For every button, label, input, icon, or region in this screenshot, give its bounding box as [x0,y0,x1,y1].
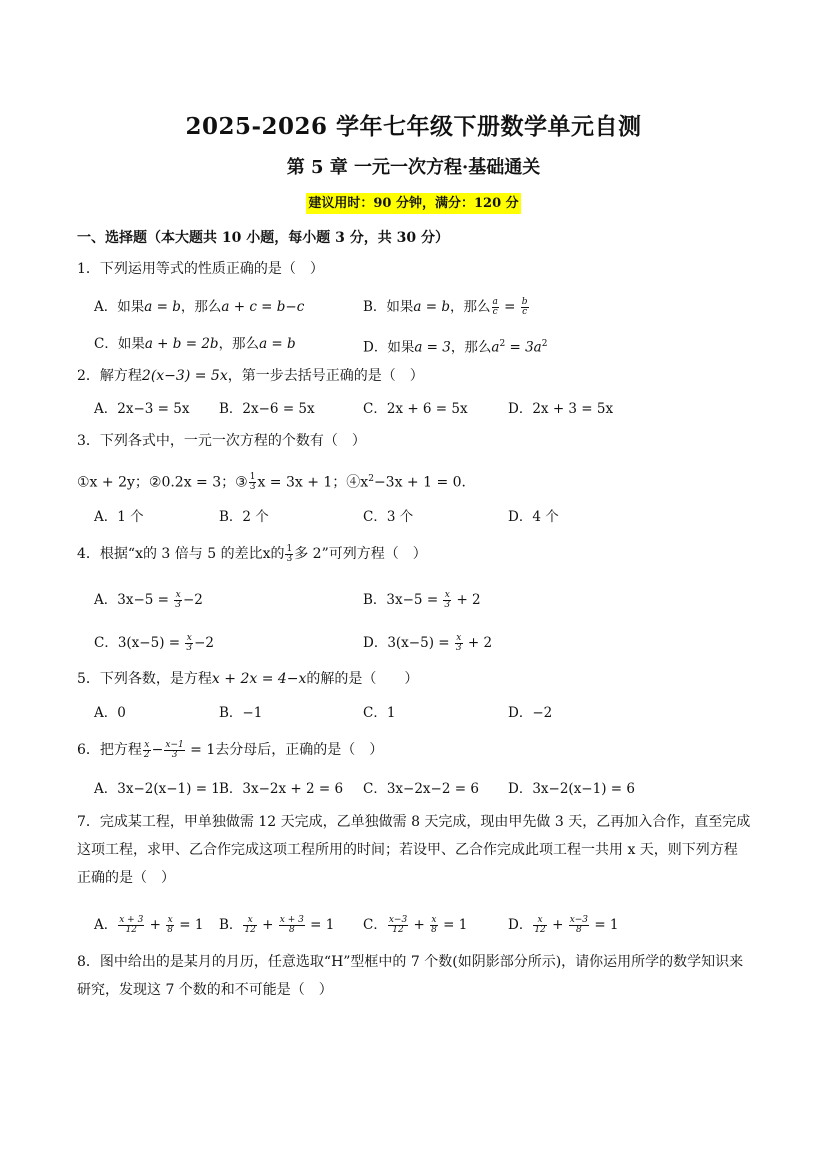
question-1-option-b [363,297,530,317]
question-6-option-d: D．3x−2(x−1) = 6 [508,781,635,797]
numerator: 1 [249,472,256,483]
question-3-option-a: A．1 个 [94,509,144,525]
denominator: c [522,307,528,317]
fraction [388,916,408,935]
fraction [166,916,174,935]
numerator: x [456,633,462,643]
fraction [118,916,144,935]
denominator: 3 [186,643,193,653]
stem-math: 2(x−3) = 5x [141,368,228,384]
stem-text: 2．解方程 [77,368,142,384]
opt-text: + [145,917,166,933]
fraction [164,741,184,760]
question-1-option-a [94,297,304,317]
fraction [174,591,182,610]
denominator: 3 [175,600,181,610]
denominator: 8 [431,925,437,935]
denominator: 12 [125,925,138,935]
items-text: x = 3x + 1；④x [257,474,369,491]
opt-text: A．如果 [94,299,145,315]
question-3-items [77,469,476,493]
opt-text: + 2 [463,635,493,651]
numerator: x + 3 [279,915,304,925]
question-5-option-c: C．1 [363,705,396,721]
numerator: x [243,916,256,926]
stem-text: 4．根据“x的 3 倍与 5 的差比x的 [77,546,285,562]
opt-math: a [144,299,153,315]
opt-text: B．3x−5 = [363,592,443,608]
opt-math: = 3a [505,339,542,356]
fraction [492,298,499,317]
fraction [143,741,151,760]
numerator: b [521,297,528,307]
numerator: a [492,297,498,307]
numerator: x [175,590,181,600]
opt-math: b [172,299,181,315]
question-3-option-d: D．4 个 [508,509,559,525]
stem-text: = 1去分母后，正确的是（ ） [185,742,384,758]
question-8-stem: 8．图中给出的是某月的月历，任意选取“H”型框中的 7 个数(如阴影部分所示)，请你运用所学的数学知识来研究，发现这 7 个数的和不可能是（ ） [77,954,744,998]
superscript: 2 [499,339,506,349]
fraction [443,591,451,610]
numerator: x−3 [569,915,589,925]
stem-text: 多 2”可列方程（ ） [294,546,427,562]
opt-text: + [409,917,430,933]
denominator: 3 [286,553,293,564]
opt-text: B．如果 [363,299,414,315]
time-hint-wrap [0,192,827,214]
question-4-option-d [363,633,492,653]
denominator: 12 [534,925,546,935]
items-text: −3x + 1 = 0． [373,474,476,491]
opt-text: C． [363,917,387,933]
items-text: ①x + 2y；②0.2x = 3；③ [77,474,248,491]
stem-math: x + 2x = 4−x [211,671,307,687]
question-4-stem [77,544,427,564]
denominator: c [492,307,498,317]
opt-text: + [547,917,568,933]
fraction [249,473,257,492]
denominator: 2 [143,749,150,760]
denominator: 8 [288,925,295,935]
stem-text: 的解的是（ ） [306,671,419,687]
opt-text: = 1 [590,917,619,933]
superscript: 2 [368,474,374,484]
question-2-option-d: D．2x + 3 = 5x [508,401,614,417]
opt-text: ，那么 [450,299,491,315]
question-7-option-d [508,915,619,935]
opt-math: a = b [413,299,451,315]
opt-text: B． [219,917,243,933]
opt-text: D．如果 [363,339,415,356]
denominator: 12 [392,925,404,935]
fraction [569,916,589,935]
denominator: 8 [575,925,582,935]
question-5-stem [77,669,418,689]
opt-text: = [152,299,173,315]
question-1-option-d [363,334,547,358]
opt-text: C．如果 [94,336,145,352]
opt-math: a + b = 2b [144,336,219,352]
numerator: x−3 [388,915,408,925]
fraction [455,634,463,653]
opt-text: ，那么 [218,336,260,352]
denominator: 3 [249,482,256,493]
question-2-option-c: C．2x + 6 = 5x [363,401,468,417]
page-subtitle: 第 5 章 一元一次方程·基础通关 [286,157,541,178]
question-2-option-b: B．2x−6 = 5x [219,401,315,417]
opt-text: ，那么 [180,299,222,315]
question-3-option-b: B．2 个 [219,509,269,525]
question-6-option-c: C．3x−2x−2 = 6 [363,781,479,797]
numerator: 1 [286,543,293,554]
opt-text: = 1 [174,917,204,933]
question-4-option-a [94,590,203,610]
opt-text: D． [508,917,533,933]
question-5-option-d: D．−2 [508,705,553,721]
opt-math: a = b [259,336,296,352]
page-title: 2025-2026 学年七年级下册数学单元自测 [185,113,642,140]
question-5-option-a: A．0 [94,705,126,721]
fraction [285,545,293,564]
question-1-stem: 1．下列运用等式的性质正确的是（ ） [77,261,324,277]
opt-text: A． [94,917,118,933]
numerator: x [533,916,546,926]
opt-text: + 2 [452,592,481,608]
denominator: 12 [244,925,256,935]
opt-text: C．3(x−5) = [94,635,185,651]
opt-text: = 1 [305,917,335,933]
opt-text: = 1 [438,917,468,933]
numerator: x [431,915,437,925]
opt-math: a + c = b−c [221,299,305,315]
question-4-option-b [363,590,481,610]
numerator: x [144,739,150,750]
stem-text: 5．下列各数，是方程 [77,671,212,687]
question-2-stem [77,366,424,386]
question-7-option-b [219,915,334,935]
fraction [279,916,305,935]
opt-text: −2 [194,635,215,651]
superscript: 2 [541,339,548,349]
question-3-stem: 3．下列各式中，一元一次方程的个数有（ ） [77,433,366,449]
opt-text: + [257,917,278,933]
question-2-option-a: A．2x−3 = 5x [94,401,190,417]
fraction [185,634,193,653]
stem-text: 6．把方程 [77,742,142,758]
question-6-option-b: B．3x−2x + 2 = 6 [219,781,344,797]
question-7-option-c [363,915,467,935]
fraction [430,916,438,935]
section-heading: 一、选择题（本大题共 10 小题，每小题 3 分，共 30 分） [77,230,449,246]
time-hint: 建议用时：90 分钟，满分：120 分 [306,193,520,214]
opt-math: a = 3 [414,339,451,356]
opt-text: D．3(x−5) = [363,635,454,651]
opt-text: ，那么 [450,339,492,356]
denominator: 3 [171,749,178,760]
question-7-stem: 7．完成某工程，甲单独做需 12 天完成，乙单独做需 8 天完成，现由甲先做 3 天，乙再加入合作，直至完成这项工程，求甲、乙合作完成这项工程所用的时间；若设甲、乙合作完成此项工程一共用 x 天，则下列方程正确的是（ ） [77,814,751,886]
question-1-option-c [94,334,296,354]
numerator: x [186,633,192,643]
opt-text: A．3x−5 = [94,592,174,608]
question-6-stem [77,740,383,760]
stem-text: − [151,742,164,758]
denominator: 3 [455,643,462,653]
question-7-option-a [94,915,203,935]
fraction [533,916,546,935]
opt-text: = [499,299,520,315]
denominator: 8 [167,925,173,935]
stem-text: ，第一步去括号正确的是（ ） [227,368,424,384]
question-3-option-c: C．3 个 [363,509,414,525]
fraction [243,916,256,935]
numerator: x [444,590,450,600]
numerator: x + 3 [119,915,144,925]
opt-text: −2 [182,592,203,608]
fraction [521,298,529,317]
numerator: x [167,915,173,925]
numerator: x−1 [165,739,184,750]
denominator: 3 [444,600,451,610]
question-6-option-a: A．3x−2(x−1) = 1 [94,781,220,797]
question-5-option-b: B．−1 [219,705,263,721]
question-4-option-c [94,633,214,653]
opt-math: a [491,339,500,356]
